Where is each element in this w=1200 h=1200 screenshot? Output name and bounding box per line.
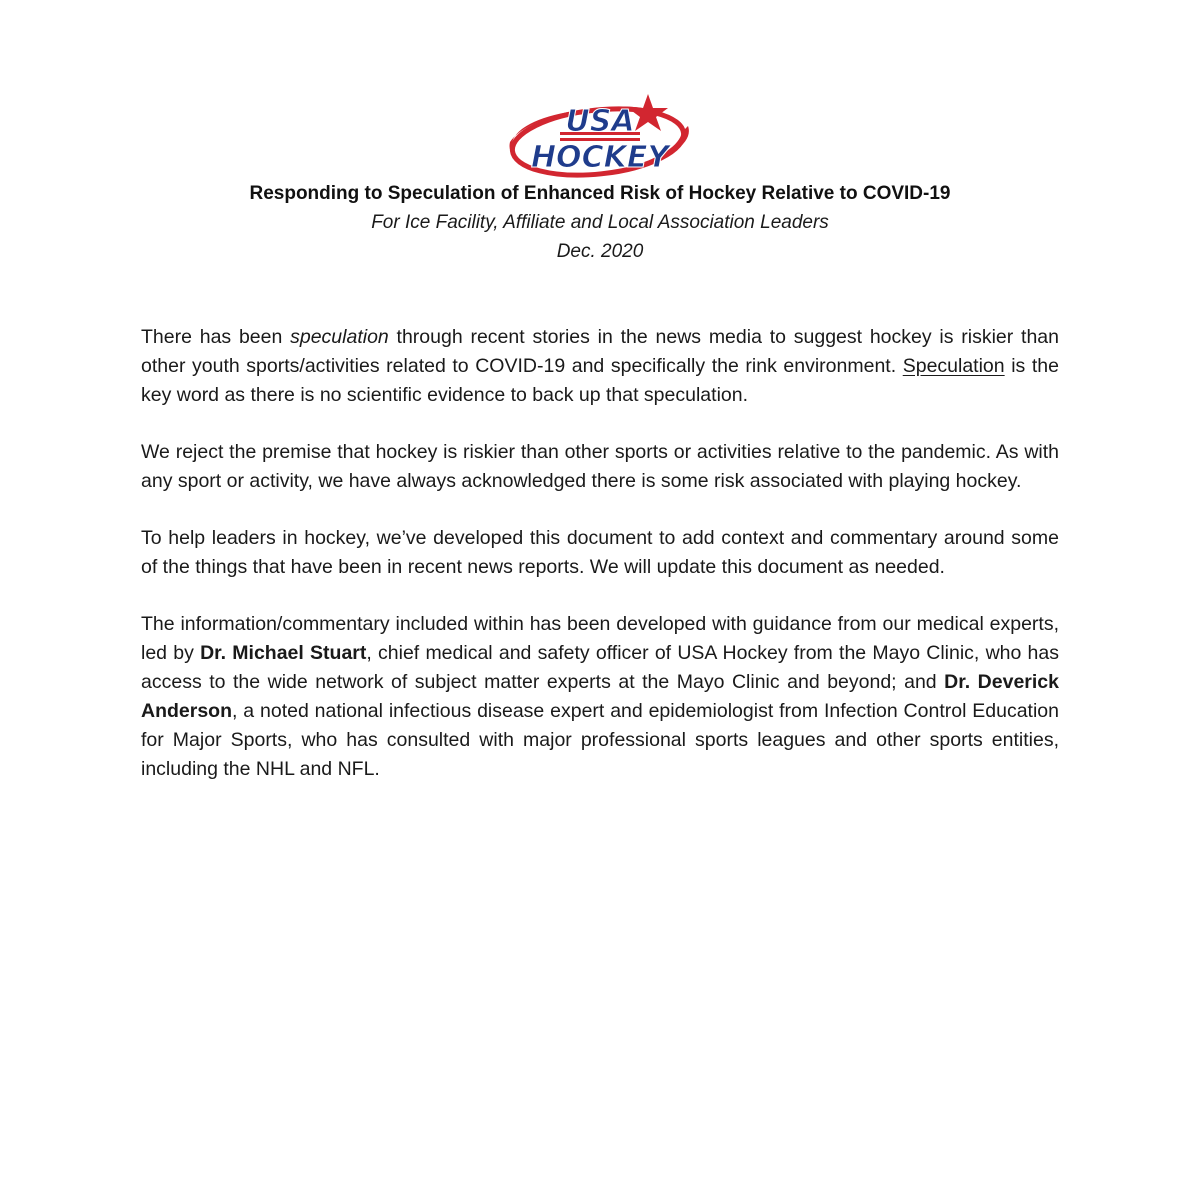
document-body: [141, 323, 1059, 812]
paragraph-help-leaders: To help leaders in hockey, we’ve developed this document to add context and commentary around some of the things that have been in recent news reports. We will update this document as needed.: [141, 527, 1059, 578]
p1-text-c: through recent stories in the news media to suggest hockey is riskier than other youth sports/activities related to COVID-19 and specifically the rink environment.: [141, 326, 1059, 377]
logo-text-hockey: HOCKEY: [530, 140, 670, 175]
paragraph-medical-experts: [141, 610, 1059, 784]
paragraph-reject-premise: We reject the premise that hockey is riskier than other sports or activities relative to the pandemic. As with any sport or activity, we have always acknowledged there is some risk associated with playing hockey.: [141, 441, 1059, 492]
document-header: [0, 180, 1200, 266]
p1-underline-speculation: Speculation: [902, 355, 1005, 377]
p4-text-e: , a noted national infectious disease expert and epidemiologist from Infection Control Education for Major Sports, who has consulted with major professional sports leagues and other sports entities, including the NHL and NFL.: [141, 700, 1059, 780]
paragraph-speculation: [141, 323, 1059, 410]
logo-text-usa: USA: [565, 104, 635, 139]
p1-text-e: is the key word as there is no scientific evidence to back up that speculation.: [141, 355, 1059, 406]
p1-italic-speculation: speculation: [290, 326, 389, 348]
document-date: Dec. 2020: [556, 241, 644, 262]
p4-text-c: , chief medical and safety officer of USA Hockey from the Mayo Clinic, who has access to the wide network of subject matter experts at the Mayo Clinic and beyond; and: [141, 642, 1060, 693]
p4-text-a: The information/commentary included within has been developed with guidance from our medical experts, led by: [141, 613, 1059, 664]
p1-text-a: There has been: [141, 326, 291, 348]
document-subtitle: For Ice Facility, Affiliate and Local Association Leaders: [371, 212, 829, 233]
document-title: Responding to Speculation of Enhanced Risk of Hockey Relative to COVID-19: [249, 183, 951, 204]
p4-bold-stuart: Dr. Michael Stuart: [200, 642, 367, 664]
usa-hockey-logo: [500, 92, 700, 184]
p4-bold-anderson: Dr. Deverick Anderson: [141, 671, 1059, 722]
usa-hockey-logo-graphic: [500, 92, 700, 184]
